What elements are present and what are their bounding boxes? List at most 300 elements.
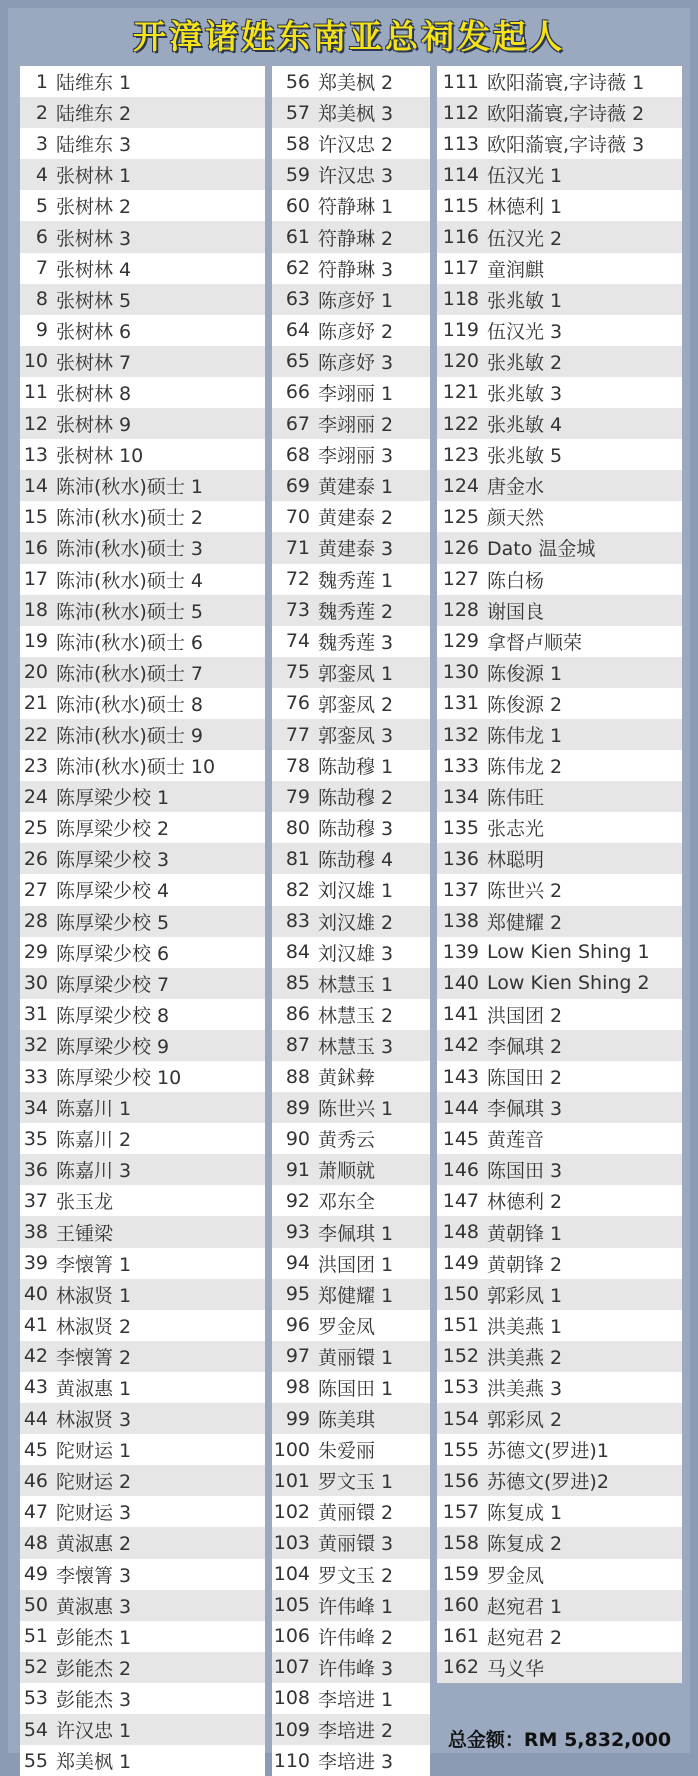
item-name: 张树林 9 — [56, 414, 132, 437]
list-item — [272, 1559, 430, 1590]
item-number: 146 — [442, 1158, 479, 1181]
list-item — [437, 1279, 682, 1310]
item-number: 153 — [442, 1376, 479, 1399]
item-name: 郑健耀 2 — [487, 911, 563, 934]
item-number: 82 — [285, 878, 310, 901]
item-number: 145 — [442, 1127, 479, 1150]
list-item — [272, 97, 430, 128]
item-number: 40 — [23, 1283, 48, 1306]
list-item — [272, 190, 430, 221]
item-number: 47 — [23, 1500, 48, 1523]
item-name: 林淑贤 1 — [56, 1284, 132, 1307]
list-item — [272, 626, 430, 657]
item-number: 85 — [285, 972, 310, 995]
item-name: 陈复成 1 — [487, 1502, 563, 1525]
list-item — [437, 626, 682, 657]
item-name: 林聪明 — [487, 849, 545, 872]
list-item — [20, 595, 265, 626]
list-item — [272, 408, 430, 439]
item-number: 24 — [23, 785, 48, 808]
item-number: 43 — [23, 1376, 48, 1399]
list-column-2 — [272, 66, 430, 1776]
item-number: 158 — [442, 1531, 479, 1554]
list-item — [437, 190, 682, 221]
item-number: 143 — [442, 1065, 479, 1088]
list-item — [20, 1527, 265, 1558]
item-number: 20 — [23, 661, 48, 684]
list-item — [437, 906, 682, 937]
list-item — [437, 1372, 682, 1403]
item-number: 3 — [35, 132, 48, 155]
item-name: 郭銮凤 1 — [318, 662, 394, 685]
list-item — [437, 1341, 682, 1372]
item-name: 苏德文(罗进)2 — [487, 1471, 609, 1494]
item-name: 陈劼穆 3 — [318, 818, 394, 841]
item-name: 陈国田 3 — [487, 1160, 563, 1183]
item-name: 黄丽镮 1 — [318, 1346, 394, 1369]
list-item — [20, 315, 265, 346]
item-number: 97 — [285, 1345, 310, 1368]
list-item — [437, 1434, 682, 1465]
item-name: 李翊丽 3 — [318, 445, 394, 468]
list-item — [272, 1652, 430, 1683]
list-column-3 — [437, 66, 682, 1683]
list-item — [437, 781, 682, 812]
item-number: 6 — [35, 226, 48, 249]
item-name: 陆维东 1 — [56, 72, 132, 95]
item-number: 108 — [273, 1687, 310, 1710]
list-item — [272, 812, 430, 843]
item-number: 9 — [35, 319, 48, 342]
item-name: 张树林 3 — [56, 227, 132, 250]
item-name: 张兆敏 1 — [487, 289, 563, 312]
list-item — [272, 377, 430, 408]
item-name: 张兆敏 3 — [487, 382, 563, 405]
item-number: 151 — [442, 1314, 479, 1337]
item-number: 11 — [23, 381, 48, 404]
item-number: 98 — [285, 1376, 310, 1399]
item-name: 罗文玉 1 — [318, 1471, 394, 1494]
item-number: 96 — [285, 1314, 310, 1337]
list-item — [437, 843, 682, 874]
item-name: 陈厚梁少校 9 — [56, 1035, 170, 1058]
item-number: 34 — [23, 1096, 48, 1119]
item-name: 陈伟龙 1 — [487, 725, 563, 748]
list-item — [20, 1434, 265, 1465]
list-item — [272, 1310, 430, 1341]
item-name: 陈复成 2 — [487, 1533, 563, 1556]
item-name: 陈沛(秋水)硕士 3 — [56, 538, 203, 561]
item-number: 141 — [442, 1003, 479, 1026]
list-item — [20, 128, 265, 159]
item-name: 赵宛君 2 — [487, 1626, 563, 1649]
list-item — [20, 346, 265, 377]
list-item — [437, 1092, 682, 1123]
item-name: Low Kien Shing 1 — [487, 941, 650, 964]
list-item — [272, 1527, 430, 1558]
item-number: 13 — [23, 443, 48, 466]
list-item — [272, 843, 430, 874]
item-name: 欧阳蕍寰,字诗薇 1 — [487, 72, 645, 95]
item-number: 121 — [442, 381, 479, 404]
item-name: 陈厚梁少校 2 — [56, 818, 170, 841]
list-item — [20, 999, 265, 1030]
item-name: 林慧玉 1 — [318, 973, 394, 996]
item-name: 王锺梁 — [56, 1222, 114, 1245]
list-item — [437, 1248, 682, 1279]
item-number: 45 — [23, 1438, 48, 1461]
item-number: 111 — [442, 70, 479, 93]
item-name: 张树林 7 — [56, 351, 132, 374]
item-name: 郑健耀 1 — [318, 1284, 394, 1307]
item-name: 黄淑惠 2 — [56, 1533, 132, 1556]
list-item — [272, 874, 430, 905]
list-item — [20, 284, 265, 315]
item-number: 12 — [23, 412, 48, 435]
item-number: 127 — [442, 568, 479, 591]
item-number: 49 — [23, 1563, 48, 1586]
item-number: 159 — [442, 1563, 479, 1586]
item-name: 陈沛(秋水)硕士 5 — [56, 600, 203, 623]
list-item — [437, 1216, 682, 1247]
list-item — [20, 1310, 265, 1341]
item-name: 许伟峰 2 — [318, 1626, 394, 1649]
list-item — [437, 159, 682, 190]
item-number: 66 — [285, 381, 310, 404]
item-name: 刘汉雄 1 — [318, 880, 394, 903]
item-number: 104 — [273, 1563, 310, 1586]
list-item — [437, 1061, 682, 1092]
list-item — [272, 1216, 430, 1247]
list-item — [20, 439, 265, 470]
list-item — [437, 1496, 682, 1527]
item-number: 105 — [273, 1594, 310, 1617]
item-name: 郭銮凤 3 — [318, 725, 394, 748]
item-number: 69 — [285, 474, 310, 497]
list-item — [20, 968, 265, 999]
item-number: 148 — [442, 1221, 479, 1244]
list-item — [272, 564, 430, 595]
item-name: 黄莲音 — [487, 1129, 545, 1152]
item-number: 134 — [442, 785, 479, 808]
list-item — [437, 1590, 682, 1621]
item-number: 81 — [285, 847, 310, 870]
item-name: 张树林 4 — [56, 258, 132, 281]
item-name: 张树林 5 — [56, 289, 132, 312]
item-name: 符静琳 3 — [318, 258, 394, 281]
item-number: 103 — [273, 1531, 310, 1554]
item-name: 陈美琪 — [318, 1409, 376, 1432]
list-item — [20, 1559, 265, 1590]
list-item — [272, 781, 430, 812]
item-number: 90 — [285, 1127, 310, 1150]
list-item — [272, 1496, 430, 1527]
list-item — [437, 968, 682, 999]
item-name: 陈厚梁少校 6 — [56, 942, 170, 965]
list-item — [437, 253, 682, 284]
list-item — [20, 1372, 265, 1403]
list-column-1 — [20, 66, 265, 1776]
item-number: 68 — [285, 443, 310, 466]
list-item — [20, 1496, 265, 1527]
item-number: 77 — [285, 723, 310, 746]
item-number: 55 — [23, 1749, 48, 1772]
item-number: 62 — [285, 257, 310, 280]
list-item — [20, 408, 265, 439]
list-item — [20, 1216, 265, 1247]
item-name: 魏秀莲 3 — [318, 631, 394, 654]
list-item — [20, 1185, 265, 1216]
list-item — [437, 1465, 682, 1496]
item-number: 99 — [285, 1407, 310, 1430]
item-number: 19 — [23, 630, 48, 653]
item-number: 8 — [35, 288, 48, 311]
item-name: 陈沛(秋水)硕士 9 — [56, 725, 203, 748]
item-number: 115 — [442, 194, 479, 217]
list-item — [272, 346, 430, 377]
item-name: 陈厚梁少校 3 — [56, 849, 170, 872]
list-item — [437, 221, 682, 252]
item-name: 陈厚梁少校 1 — [56, 787, 170, 810]
list-item — [437, 874, 682, 905]
list-item — [272, 1714, 430, 1745]
item-number: 142 — [442, 1034, 479, 1057]
list-item — [20, 1341, 265, 1372]
list-item — [20, 781, 265, 812]
item-number: 37 — [23, 1189, 48, 1212]
item-number: 133 — [442, 754, 479, 777]
list-item — [20, 1465, 265, 1496]
item-name: 李佩琪 3 — [487, 1098, 563, 1121]
list-item — [272, 439, 430, 470]
item-number: 92 — [285, 1189, 310, 1212]
item-name: 黄朝锋 1 — [487, 1222, 563, 1245]
list-item — [20, 190, 265, 221]
item-name: 李培进 2 — [318, 1720, 394, 1743]
item-number: 23 — [23, 754, 48, 777]
item-number: 22 — [23, 723, 48, 746]
poster-frame — [8, 8, 690, 1774]
item-number: 56 — [285, 70, 310, 93]
list-item — [272, 1372, 430, 1403]
item-number: 26 — [23, 847, 48, 870]
item-name: 李佩琪 2 — [487, 1035, 563, 1058]
list-item — [437, 1403, 682, 1434]
item-number: 95 — [285, 1283, 310, 1306]
item-name: 郭彩凤 1 — [487, 1284, 563, 1307]
item-number: 91 — [285, 1158, 310, 1181]
list-item — [272, 1621, 430, 1652]
item-name: 张树林 2 — [56, 196, 132, 219]
item-name: 郭銮凤 2 — [318, 693, 394, 716]
list-item — [20, 66, 265, 97]
item-number: 58 — [285, 132, 310, 155]
list-item — [272, 284, 430, 315]
item-name: 许汉忠 3 — [318, 165, 394, 188]
item-name: 许汉忠 2 — [318, 134, 394, 157]
list-item — [272, 470, 430, 501]
list-item — [20, 1714, 265, 1745]
item-number: 113 — [442, 132, 479, 155]
list-item — [437, 470, 682, 501]
item-number: 18 — [23, 599, 48, 622]
item-number: 28 — [23, 910, 48, 933]
item-number: 80 — [285, 816, 310, 839]
item-number: 87 — [285, 1034, 310, 1057]
list-item — [20, 253, 265, 284]
item-name: 李懐箐 1 — [56, 1253, 132, 1276]
item-number: 61 — [285, 226, 310, 249]
item-name: 郑美枫 1 — [56, 1751, 132, 1774]
item-name: 洪美燕 1 — [487, 1315, 563, 1338]
item-name: 陈劼穆 1 — [318, 756, 394, 779]
item-name: 黄淑惠 1 — [56, 1377, 132, 1400]
item-name: 陈沛(秋水)硕士 7 — [56, 662, 203, 685]
list-item — [272, 719, 430, 750]
list-item — [20, 501, 265, 532]
item-name: 陈国田 2 — [487, 1067, 563, 1090]
list-item — [20, 750, 265, 781]
item-number: 102 — [273, 1500, 310, 1523]
item-number: 35 — [23, 1127, 48, 1150]
item-name: 李翊丽 2 — [318, 414, 394, 437]
list-item — [437, 812, 682, 843]
item-number: 53 — [23, 1687, 48, 1710]
item-name: 林淑贤 3 — [56, 1409, 132, 1432]
item-name: 陈俊源 1 — [487, 662, 563, 685]
list-item — [272, 532, 430, 563]
item-number: 135 — [442, 816, 479, 839]
item-name: 林慧玉 2 — [318, 1004, 394, 1027]
item-name: 陈厚梁少校 8 — [56, 1004, 170, 1027]
item-number: 101 — [273, 1469, 310, 1492]
item-number: 88 — [285, 1065, 310, 1088]
item-name: 谢国良 — [487, 600, 545, 623]
list-item — [272, 1123, 430, 1154]
item-name: 伍汉光 2 — [487, 227, 563, 250]
item-number: 140 — [442, 972, 479, 995]
item-name: 陈彦妤 2 — [318, 320, 394, 343]
list-item — [272, 657, 430, 688]
list-item — [20, 159, 265, 190]
item-name: 李佩琪 1 — [318, 1222, 394, 1245]
item-name: 洪美燕 2 — [487, 1346, 563, 1369]
list-item — [20, 564, 265, 595]
list-item — [437, 532, 682, 563]
item-number: 57 — [285, 101, 310, 124]
item-name: 陈劼穆 4 — [318, 849, 394, 872]
item-number: 17 — [23, 568, 48, 591]
item-name: 许伟峰 3 — [318, 1657, 394, 1680]
item-name: 陀财运 1 — [56, 1440, 132, 1463]
item-name: 陈白杨 — [487, 569, 545, 592]
item-number: 39 — [23, 1252, 48, 1275]
item-name: 陈沛(秋水)硕士 8 — [56, 693, 203, 716]
list-item — [20, 1154, 265, 1185]
list-item — [272, 1061, 430, 1092]
item-name: 林淑贤 2 — [56, 1315, 132, 1338]
item-name: 洪国团 2 — [487, 1004, 563, 1027]
item-name: 伍汉光 3 — [487, 320, 563, 343]
item-number: 126 — [442, 536, 479, 559]
list-item — [20, 937, 265, 968]
item-number: 27 — [23, 878, 48, 901]
item-number: 160 — [442, 1594, 479, 1617]
item-number: 41 — [23, 1314, 48, 1337]
item-name: 伍汉光 1 — [487, 165, 563, 188]
item-number: 31 — [23, 1003, 48, 1026]
item-number: 136 — [442, 847, 479, 870]
item-name: 林德利 1 — [487, 196, 563, 219]
item-number: 30 — [23, 972, 48, 995]
item-name: 张玉龙 — [56, 1191, 114, 1214]
list-item — [20, 97, 265, 128]
item-name: 陈厚梁少校 10 — [56, 1067, 182, 1090]
list-item — [272, 750, 430, 781]
item-number: 42 — [23, 1345, 48, 1368]
list-item — [272, 315, 430, 346]
list-item — [20, 1061, 265, 1092]
item-name: 陈国田 1 — [318, 1377, 394, 1400]
item-number: 156 — [442, 1469, 479, 1492]
item-name: Dato 温金城 — [487, 538, 596, 561]
item-number: 110 — [273, 1749, 310, 1772]
item-number: 29 — [23, 941, 48, 964]
list-item — [272, 968, 430, 999]
item-name: 李懐箐 3 — [56, 1564, 132, 1587]
item-number: 38 — [23, 1221, 48, 1244]
list-item — [272, 253, 430, 284]
list-item — [20, 1621, 265, 1652]
item-number: 63 — [285, 288, 310, 311]
item-name: 李培进 1 — [318, 1688, 394, 1711]
list-item — [437, 1154, 682, 1185]
item-number: 125 — [442, 505, 479, 528]
item-number: 75 — [285, 661, 310, 684]
item-number: 152 — [442, 1345, 479, 1368]
item-number: 73 — [285, 599, 310, 622]
list-item — [272, 1030, 430, 1061]
item-name: 洪国团 1 — [318, 1253, 394, 1276]
list-item — [272, 1092, 430, 1123]
item-number: 1 — [35, 70, 48, 93]
item-name: 陈沛(秋水)硕士 10 — [56, 756, 216, 779]
list-item — [272, 66, 430, 97]
item-name: 张兆敏 2 — [487, 351, 563, 374]
list-item — [20, 470, 265, 501]
item-number: 119 — [442, 319, 479, 342]
item-name: 陆维东 2 — [56, 103, 132, 126]
item-number: 50 — [23, 1594, 48, 1617]
item-number: 112 — [442, 101, 479, 124]
list-item — [437, 1123, 682, 1154]
item-number: 83 — [285, 910, 310, 933]
item-name: 陈厚梁少校 4 — [56, 880, 170, 903]
item-name: 张树林 1 — [56, 165, 132, 188]
item-name: 陈厚梁少校 5 — [56, 911, 170, 934]
list-item — [437, 1310, 682, 1341]
list-item — [272, 1403, 430, 1434]
item-name: 陈俊源 2 — [487, 693, 563, 716]
item-name: 陈伟龙 2 — [487, 756, 563, 779]
list-item — [20, 377, 265, 408]
list-item — [272, 937, 430, 968]
list-item — [437, 750, 682, 781]
item-number: 118 — [442, 288, 479, 311]
item-name: 黄建泰 3 — [318, 538, 394, 561]
item-number: 131 — [442, 692, 479, 715]
list-item — [437, 315, 682, 346]
